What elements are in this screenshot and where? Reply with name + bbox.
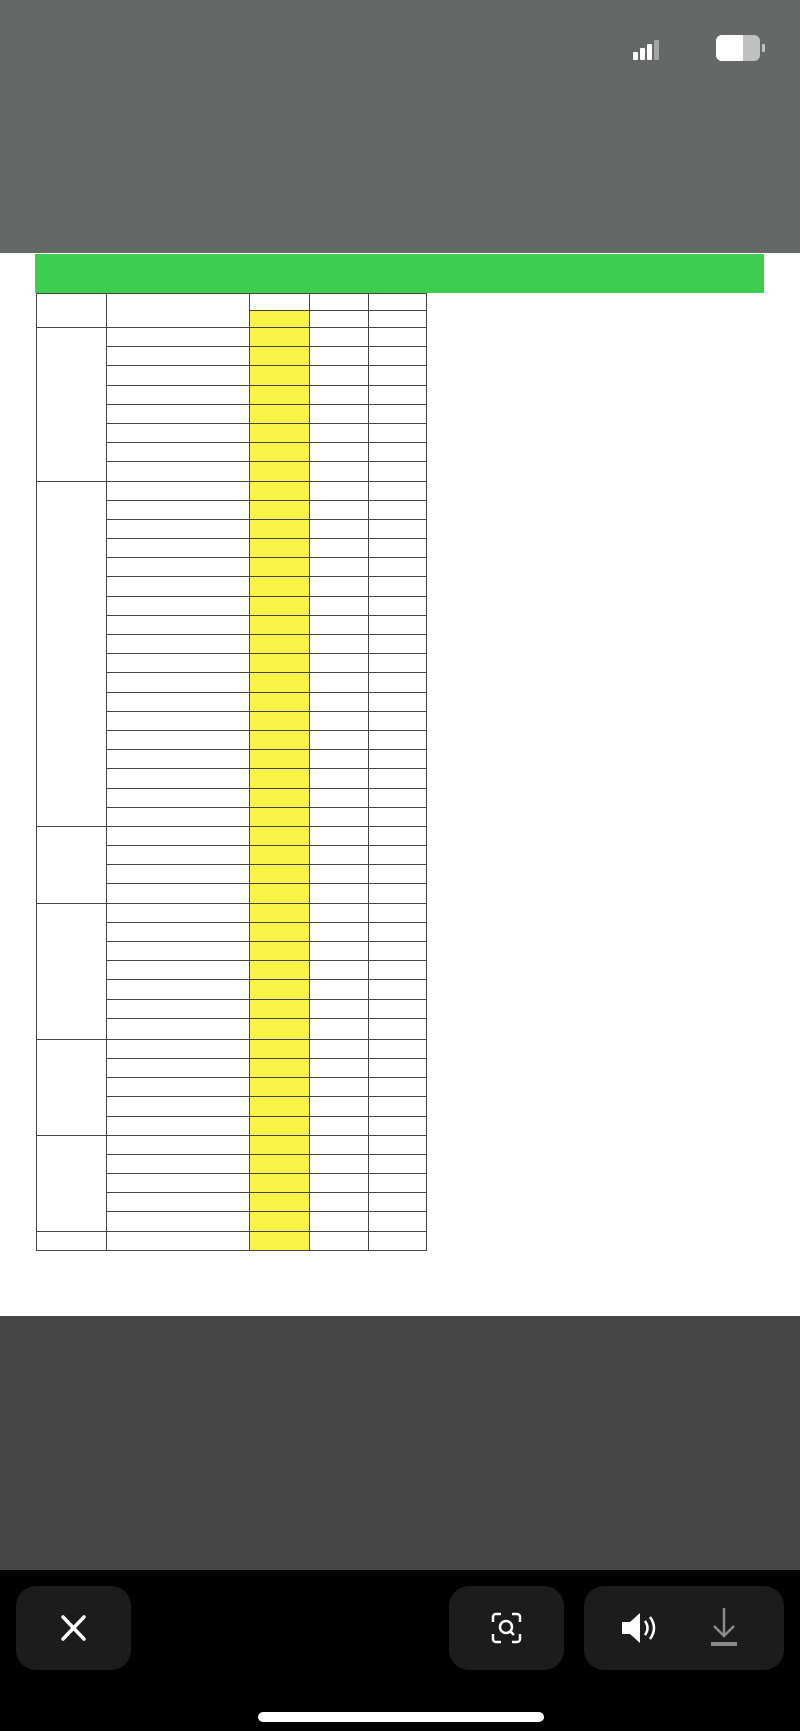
school-name: [107, 481, 250, 500]
score-2024: [250, 481, 310, 500]
score-2023: [310, 635, 369, 654]
school-name: [107, 692, 250, 711]
region-cell: [37, 826, 107, 903]
score-2022: [369, 922, 427, 941]
score-2022: [369, 942, 427, 961]
region-cell: [37, 481, 107, 826]
home-indicator: [258, 1712, 544, 1722]
score-2022: [369, 654, 427, 673]
score-2022: [369, 865, 427, 884]
score-2022: [369, 558, 427, 577]
score-2022: [369, 347, 427, 366]
school-name: [107, 347, 250, 366]
score-2024: [250, 750, 310, 769]
score-2024: [250, 635, 310, 654]
header-region: [37, 294, 107, 328]
score-2024: [250, 1212, 310, 1231]
school-name: [107, 942, 250, 961]
score-2024: [250, 577, 310, 596]
score-2023: [310, 980, 369, 999]
school-name: [107, 539, 250, 558]
school-name: [107, 1231, 250, 1250]
score-2023: [310, 519, 369, 538]
score-2024: [250, 423, 310, 442]
score-2024: [250, 730, 310, 749]
score-2023: [310, 903, 369, 922]
score-2024: [250, 385, 310, 404]
score-2022: [369, 519, 427, 538]
school-name: [107, 922, 250, 941]
score-2023: [310, 922, 369, 941]
region-cell: [37, 1039, 107, 1135]
score-2024: [250, 558, 310, 577]
score-2024: [250, 961, 310, 980]
score-2024: [250, 1058, 310, 1077]
school-name: [107, 961, 250, 980]
score-2023: [310, 481, 369, 500]
score-2024: [250, 519, 310, 538]
score-2023: [310, 1193, 369, 1212]
score-2023: [310, 404, 369, 423]
school-name: [107, 750, 250, 769]
score-2023: [310, 1039, 369, 1058]
score-2022: [369, 1058, 427, 1077]
score-2024: [250, 1116, 310, 1135]
score-2022: [369, 1078, 427, 1097]
score-2023: [310, 347, 369, 366]
region-cell: [37, 1135, 107, 1231]
score-2023: [310, 328, 369, 347]
score-2022: [369, 366, 427, 385]
score-2023: [310, 1212, 369, 1231]
school-name: [107, 1018, 250, 1039]
score-2023: [310, 788, 369, 807]
school-name: [107, 903, 250, 922]
score-2024: [250, 1135, 310, 1154]
score-2024: [250, 539, 310, 558]
score-2023: [310, 711, 369, 730]
score-2024: [250, 903, 310, 922]
school-name: [107, 1058, 250, 1077]
score-2024: [250, 462, 310, 481]
speaker-icon[interactable]: [614, 1606, 664, 1650]
school-name: [107, 807, 250, 826]
score-2023: [310, 654, 369, 673]
download-icon[interactable]: [699, 1604, 749, 1652]
score-2024: [250, 328, 310, 347]
score-2023: [310, 1154, 369, 1173]
school-name: [107, 654, 250, 673]
score-2024: [250, 826, 310, 845]
score-2022: [369, 711, 427, 730]
score-2022: [369, 769, 427, 788]
score-2022: [369, 980, 427, 999]
table-row: [37, 1039, 427, 1058]
close-button[interactable]: [16, 1586, 131, 1670]
school-name: [107, 788, 250, 807]
visual-search-icon: [449, 1586, 564, 1670]
score-2024: [250, 404, 310, 423]
score-2022: [369, 884, 427, 903]
table-row: [37, 1231, 427, 1250]
table-row: [37, 481, 427, 500]
score-2024: [250, 807, 310, 826]
school-name: [107, 1039, 250, 1058]
viewer-bottom-area: [0, 1316, 800, 1570]
school-name: [107, 1078, 250, 1097]
score-2022: [369, 385, 427, 404]
score-2024: [250, 788, 310, 807]
score-2022: [369, 481, 427, 500]
score-2022: [369, 846, 427, 865]
score-2022: [369, 615, 427, 634]
school-name: [107, 385, 250, 404]
school-name: [107, 1135, 250, 1154]
score-2023: [310, 1018, 369, 1039]
score-2023: [310, 385, 369, 404]
school-name: [107, 673, 250, 692]
school-name: [107, 615, 250, 634]
score-2022: [369, 635, 427, 654]
region-cell: [37, 1231, 107, 1250]
school-name: [107, 1212, 250, 1231]
school-name: [107, 1116, 250, 1135]
score-2022: [369, 1231, 427, 1250]
score-2023: [310, 539, 369, 558]
school-name: [107, 730, 250, 749]
score-2023: [310, 865, 369, 884]
score-2024: [250, 1039, 310, 1058]
score-2023: [310, 807, 369, 826]
table-row: [37, 903, 427, 922]
score-2022: [369, 692, 427, 711]
score-2023: [310, 942, 369, 961]
school-name: [107, 1154, 250, 1173]
table-row: [37, 328, 427, 347]
table-row: [37, 826, 427, 845]
school-name: [107, 1174, 250, 1193]
score-2023: [310, 500, 369, 519]
school-name: [107, 999, 250, 1018]
score-2023: [310, 826, 369, 845]
table-row: [37, 1135, 427, 1154]
score-2023: [310, 846, 369, 865]
school-name: [107, 711, 250, 730]
score-2023: [310, 999, 369, 1018]
score-2023: [310, 750, 369, 769]
score-2022: [369, 750, 427, 769]
school-name: [107, 500, 250, 519]
score-2022: [369, 328, 427, 347]
line-2024: [250, 311, 310, 328]
battery-icon: [716, 35, 760, 61]
score-2023: [310, 1097, 369, 1116]
score-2023: [310, 769, 369, 788]
score-2023: [310, 423, 369, 442]
school-name: [107, 423, 250, 442]
school-name: [107, 865, 250, 884]
score-2024: [250, 1193, 310, 1212]
header-2023: [310, 294, 369, 311]
score-2022: [369, 961, 427, 980]
score-2023: [310, 1058, 369, 1077]
header-2024: [250, 294, 310, 311]
school-name: [107, 980, 250, 999]
score-2023: [310, 730, 369, 749]
school-name: [107, 443, 250, 462]
score-2022: [369, 539, 427, 558]
score-2024: [250, 942, 310, 961]
school-name: [107, 826, 250, 845]
close-icon: [16, 1586, 131, 1670]
score-2022: [369, 443, 427, 462]
line-2022: [369, 311, 427, 328]
region-cell: [37, 903, 107, 1039]
score-2022: [369, 788, 427, 807]
score-2023: [310, 577, 369, 596]
score-2024: [250, 1154, 310, 1173]
region-cell: [37, 328, 107, 482]
score-2022: [369, 673, 427, 692]
score-2023: [310, 961, 369, 980]
score-2022: [369, 999, 427, 1018]
score-2024: [250, 1097, 310, 1116]
score-2023: [310, 884, 369, 903]
score-2024: [250, 711, 310, 730]
score-2024: [250, 865, 310, 884]
school-name: [107, 846, 250, 865]
visual-search-button[interactable]: [449, 1586, 564, 1670]
score-2022: [369, 1174, 427, 1193]
score-2024: [250, 615, 310, 634]
score-2023: [310, 673, 369, 692]
left-table: [36, 293, 427, 1251]
score-2022: [369, 903, 427, 922]
score-2022: [369, 1097, 427, 1116]
school-name: [107, 884, 250, 903]
score-2024: [250, 347, 310, 366]
score-2024: [250, 692, 310, 711]
score-2022: [369, 462, 427, 481]
score-2023: [310, 462, 369, 481]
score-2022: [369, 1154, 427, 1173]
score-2022: [369, 1193, 427, 1212]
score-2024: [250, 769, 310, 788]
score-2022: [369, 1116, 427, 1135]
score-2022: [369, 596, 427, 615]
score-2023: [310, 615, 369, 634]
score-2022: [369, 807, 427, 826]
score-2023: [310, 1116, 369, 1135]
school-name: [107, 328, 250, 347]
score-2024: [250, 1231, 310, 1250]
line-2023: [310, 311, 369, 328]
media-actions: [584, 1586, 784, 1670]
score-2022: [369, 730, 427, 749]
school-name: [107, 769, 250, 788]
score-2024: [250, 922, 310, 941]
score-2023: [310, 1231, 369, 1250]
school-name: [107, 558, 250, 577]
score-2022: [369, 404, 427, 423]
score-2024: [250, 884, 310, 903]
school-name: [107, 577, 250, 596]
score-2023: [310, 558, 369, 577]
score-2022: [369, 500, 427, 519]
school-name: [107, 404, 250, 423]
score-2024: [250, 1018, 310, 1039]
score-2022: [369, 1039, 427, 1058]
score-2023: [310, 596, 369, 615]
score-2023: [310, 443, 369, 462]
score-2024: [250, 654, 310, 673]
score-2024: [250, 846, 310, 865]
school-name: [107, 366, 250, 385]
score-2023: [310, 366, 369, 385]
score-2022: [369, 577, 427, 596]
score-2022: [369, 1135, 427, 1154]
school-name: [107, 519, 250, 538]
score-2022: [369, 423, 427, 442]
score-2023: [310, 1174, 369, 1193]
score-2024: [250, 673, 310, 692]
score-2022: [369, 1212, 427, 1231]
score-2024: [250, 366, 310, 385]
school-name: [107, 596, 250, 615]
score-2023: [310, 692, 369, 711]
score-2023: [310, 1135, 369, 1154]
school-name: [107, 1193, 250, 1212]
school-name: [107, 462, 250, 481]
score-table-image: [0, 253, 800, 1316]
signal-icon: [633, 40, 659, 60]
score-2024: [250, 980, 310, 999]
table-title: [35, 254, 764, 293]
score-2024: [250, 1078, 310, 1097]
score-2022: [369, 826, 427, 845]
score-2023: [310, 1078, 369, 1097]
battery-tip: [762, 44, 765, 52]
header-school: [107, 294, 250, 328]
header-2022: [369, 294, 427, 311]
score-2024: [250, 443, 310, 462]
school-name: [107, 1097, 250, 1116]
score-2022: [369, 1018, 427, 1039]
school-name: [107, 635, 250, 654]
score-2024: [250, 596, 310, 615]
status-bar: [0, 0, 800, 100]
score-2024: [250, 1174, 310, 1193]
score-2024: [250, 500, 310, 519]
score-2024: [250, 999, 310, 1018]
